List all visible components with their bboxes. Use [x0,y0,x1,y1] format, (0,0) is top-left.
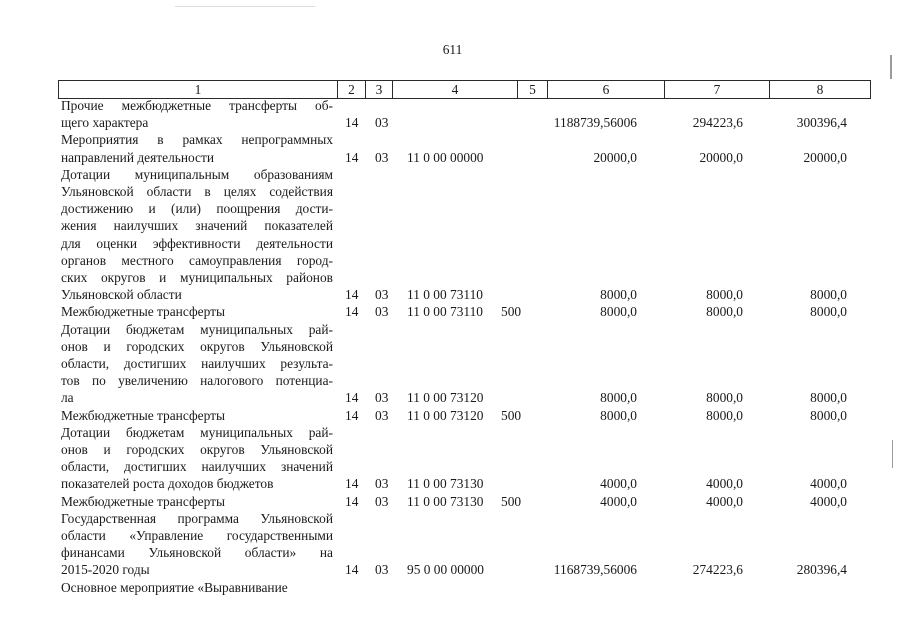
table-row [0,510,905,579]
description-line: тов по увеличению налогового потенциа- [61,373,333,389]
table-row [0,303,905,320]
description-line: направлений деятельности [61,149,215,165]
subsection-code: 03 [375,562,389,578]
row-description [61,407,333,424]
subsection-code: 03 [375,149,389,165]
target-article-code: 11 0 00 73130 [407,493,484,509]
target-article-code: 11 0 00 00000 [407,149,484,165]
page-number: 611 [442,42,463,57]
amount-col-6: 8000,0 [600,390,637,406]
section-code: 14 [345,493,359,509]
target-article-code: 95 0 00 00000 [407,562,484,578]
description-line: щего характера [61,115,149,131]
amount-col-7: 20000,0 [699,149,743,165]
description-line: органов местного самоуправления город- [61,252,333,268]
amount-col-6: 8000,0 [600,407,637,423]
description-line: Ульяновской области в целях содействия [61,184,333,200]
description-line: Межбюджетные трансферты [61,407,225,423]
table-row [0,493,905,510]
amount-col-8: 4000,0 [810,493,847,509]
amount-col-6: 20000,0 [593,149,637,165]
description-line: области, достигших наилучших значений [61,459,333,475]
table-row [0,321,905,407]
description-line: Дотации бюджетам муниципальных рай- [61,321,333,337]
subsection-code: 03 [375,407,389,423]
expense-type-code: 500 [501,304,522,320]
table-row [0,131,905,165]
description-line: Основное мероприятие «Выравнивание [61,579,288,595]
row-description [61,510,333,579]
amount-col-8: 8000,0 [810,390,847,406]
amount-col-7: 4000,0 [706,493,743,509]
header-col-8: 8 [770,81,871,99]
amount-col-6: 1168739,56006 [553,562,637,578]
row-description [61,321,333,407]
description-line: онов и городских округов Ульяновской [61,338,333,354]
table-row [0,407,905,424]
section-code: 14 [345,476,359,492]
section-code: 14 [345,562,359,578]
scan-mark [890,55,892,79]
amount-col-6: 4000,0 [600,493,637,509]
row-description [61,424,333,493]
target-article-code: 11 0 00 73120 [407,407,484,423]
amount-col-8: 4000,0 [810,476,847,492]
section-code: 14 [345,149,359,165]
amount-col-8: 300396,4 [796,115,847,131]
subsection-code: 03 [375,493,389,509]
amount-col-8: 8000,0 [810,304,847,320]
amount-col-6: 8000,0 [600,287,637,303]
description-line: жения наилучших значений показателей [61,218,333,234]
section-code: 14 [345,390,359,406]
row-description [61,579,333,596]
description-line: Межбюджетные трансферты [61,304,225,320]
expense-type-code: 500 [501,407,522,423]
amount-col-6: 1188739,56006 [553,115,637,131]
description-line: ских округов и муниципальных районов [61,270,333,286]
row-description [61,166,333,304]
target-article-code: 11 0 00 73110 [407,287,484,303]
header-col-5: 5 [518,81,548,99]
amount-col-7: 274223,6 [692,562,743,578]
header-col-3: 3 [366,81,393,99]
amount-col-8: 20000,0 [803,149,847,165]
subsection-code: 03 [375,390,389,406]
row-description [61,493,333,510]
header-col-4: 4 [393,81,518,99]
section-code: 14 [345,287,359,303]
header-col-1: 1 [59,81,338,99]
description-line: показателей роста доходов бюджетов [61,476,274,492]
amount-col-7: 4000,0 [706,476,743,492]
section-code: 14 [345,304,359,320]
amount-col-7: 8000,0 [706,407,743,423]
description-line: ла [61,390,74,406]
description-line: для оценки эффективности деятельности [61,235,333,251]
amount-col-8: 8000,0 [810,407,847,423]
expense-type-code: 500 [501,493,522,509]
subsection-code: 03 [375,476,389,492]
subsection-code: 03 [375,304,389,320]
header-col-7: 7 [665,81,770,99]
section-code: 14 [345,115,359,131]
description-line: онов и городских округов Ульяновской [61,442,333,458]
target-article-code: 11 0 00 73110 [407,304,484,320]
header-col-6: 6 [548,81,665,99]
section-code: 14 [345,407,359,423]
table-row [0,97,905,131]
subsection-code: 03 [375,115,389,131]
description-line: Дотации бюджетам муниципальных рай- [61,424,333,440]
description-line: Мероприятия в рамках непрограммных [61,132,333,148]
row-description [61,97,333,131]
description-line: Межбюджетные трансферты [61,493,225,509]
description-line: достижению и (или) поощрения дости- [61,201,333,217]
description-line: Ульяновской области [61,287,182,303]
table-row [0,166,905,304]
amount-col-8: 280396,4 [796,562,847,578]
row-description [61,303,333,320]
budget-table-body [0,97,905,596]
scan-mark [892,440,893,468]
description-line: Прочие межбюджетные трансферты об- [61,98,333,113]
amount-col-6: 4000,0 [600,476,637,492]
amount-col-7: 8000,0 [706,390,743,406]
row-description [61,131,333,165]
description-line: Государственная программа Ульяновской [61,510,333,526]
amount-col-8: 8000,0 [810,287,847,303]
target-article-code: 11 0 00 73130 [407,476,484,492]
table-row [0,424,905,493]
subsection-code: 03 [375,287,389,303]
description-line: Дотации муниципальным образованиям [61,166,333,182]
description-line: области «Управление государственными [61,528,333,544]
scan-mark [175,6,315,7]
table-row [0,579,905,596]
description-line: области, достигших наилучших результа- [61,356,333,372]
amount-col-7: 294223,6 [692,115,743,131]
description-line: 2015-2020 годы [61,562,150,578]
amount-col-7: 8000,0 [706,287,743,303]
target-article-code: 11 0 00 73120 [407,390,484,406]
amount-col-7: 8000,0 [706,304,743,320]
header-col-2: 2 [338,81,366,99]
amount-col-6: 8000,0 [600,304,637,320]
description-line: финансами Ульяновской области» на [61,545,333,561]
